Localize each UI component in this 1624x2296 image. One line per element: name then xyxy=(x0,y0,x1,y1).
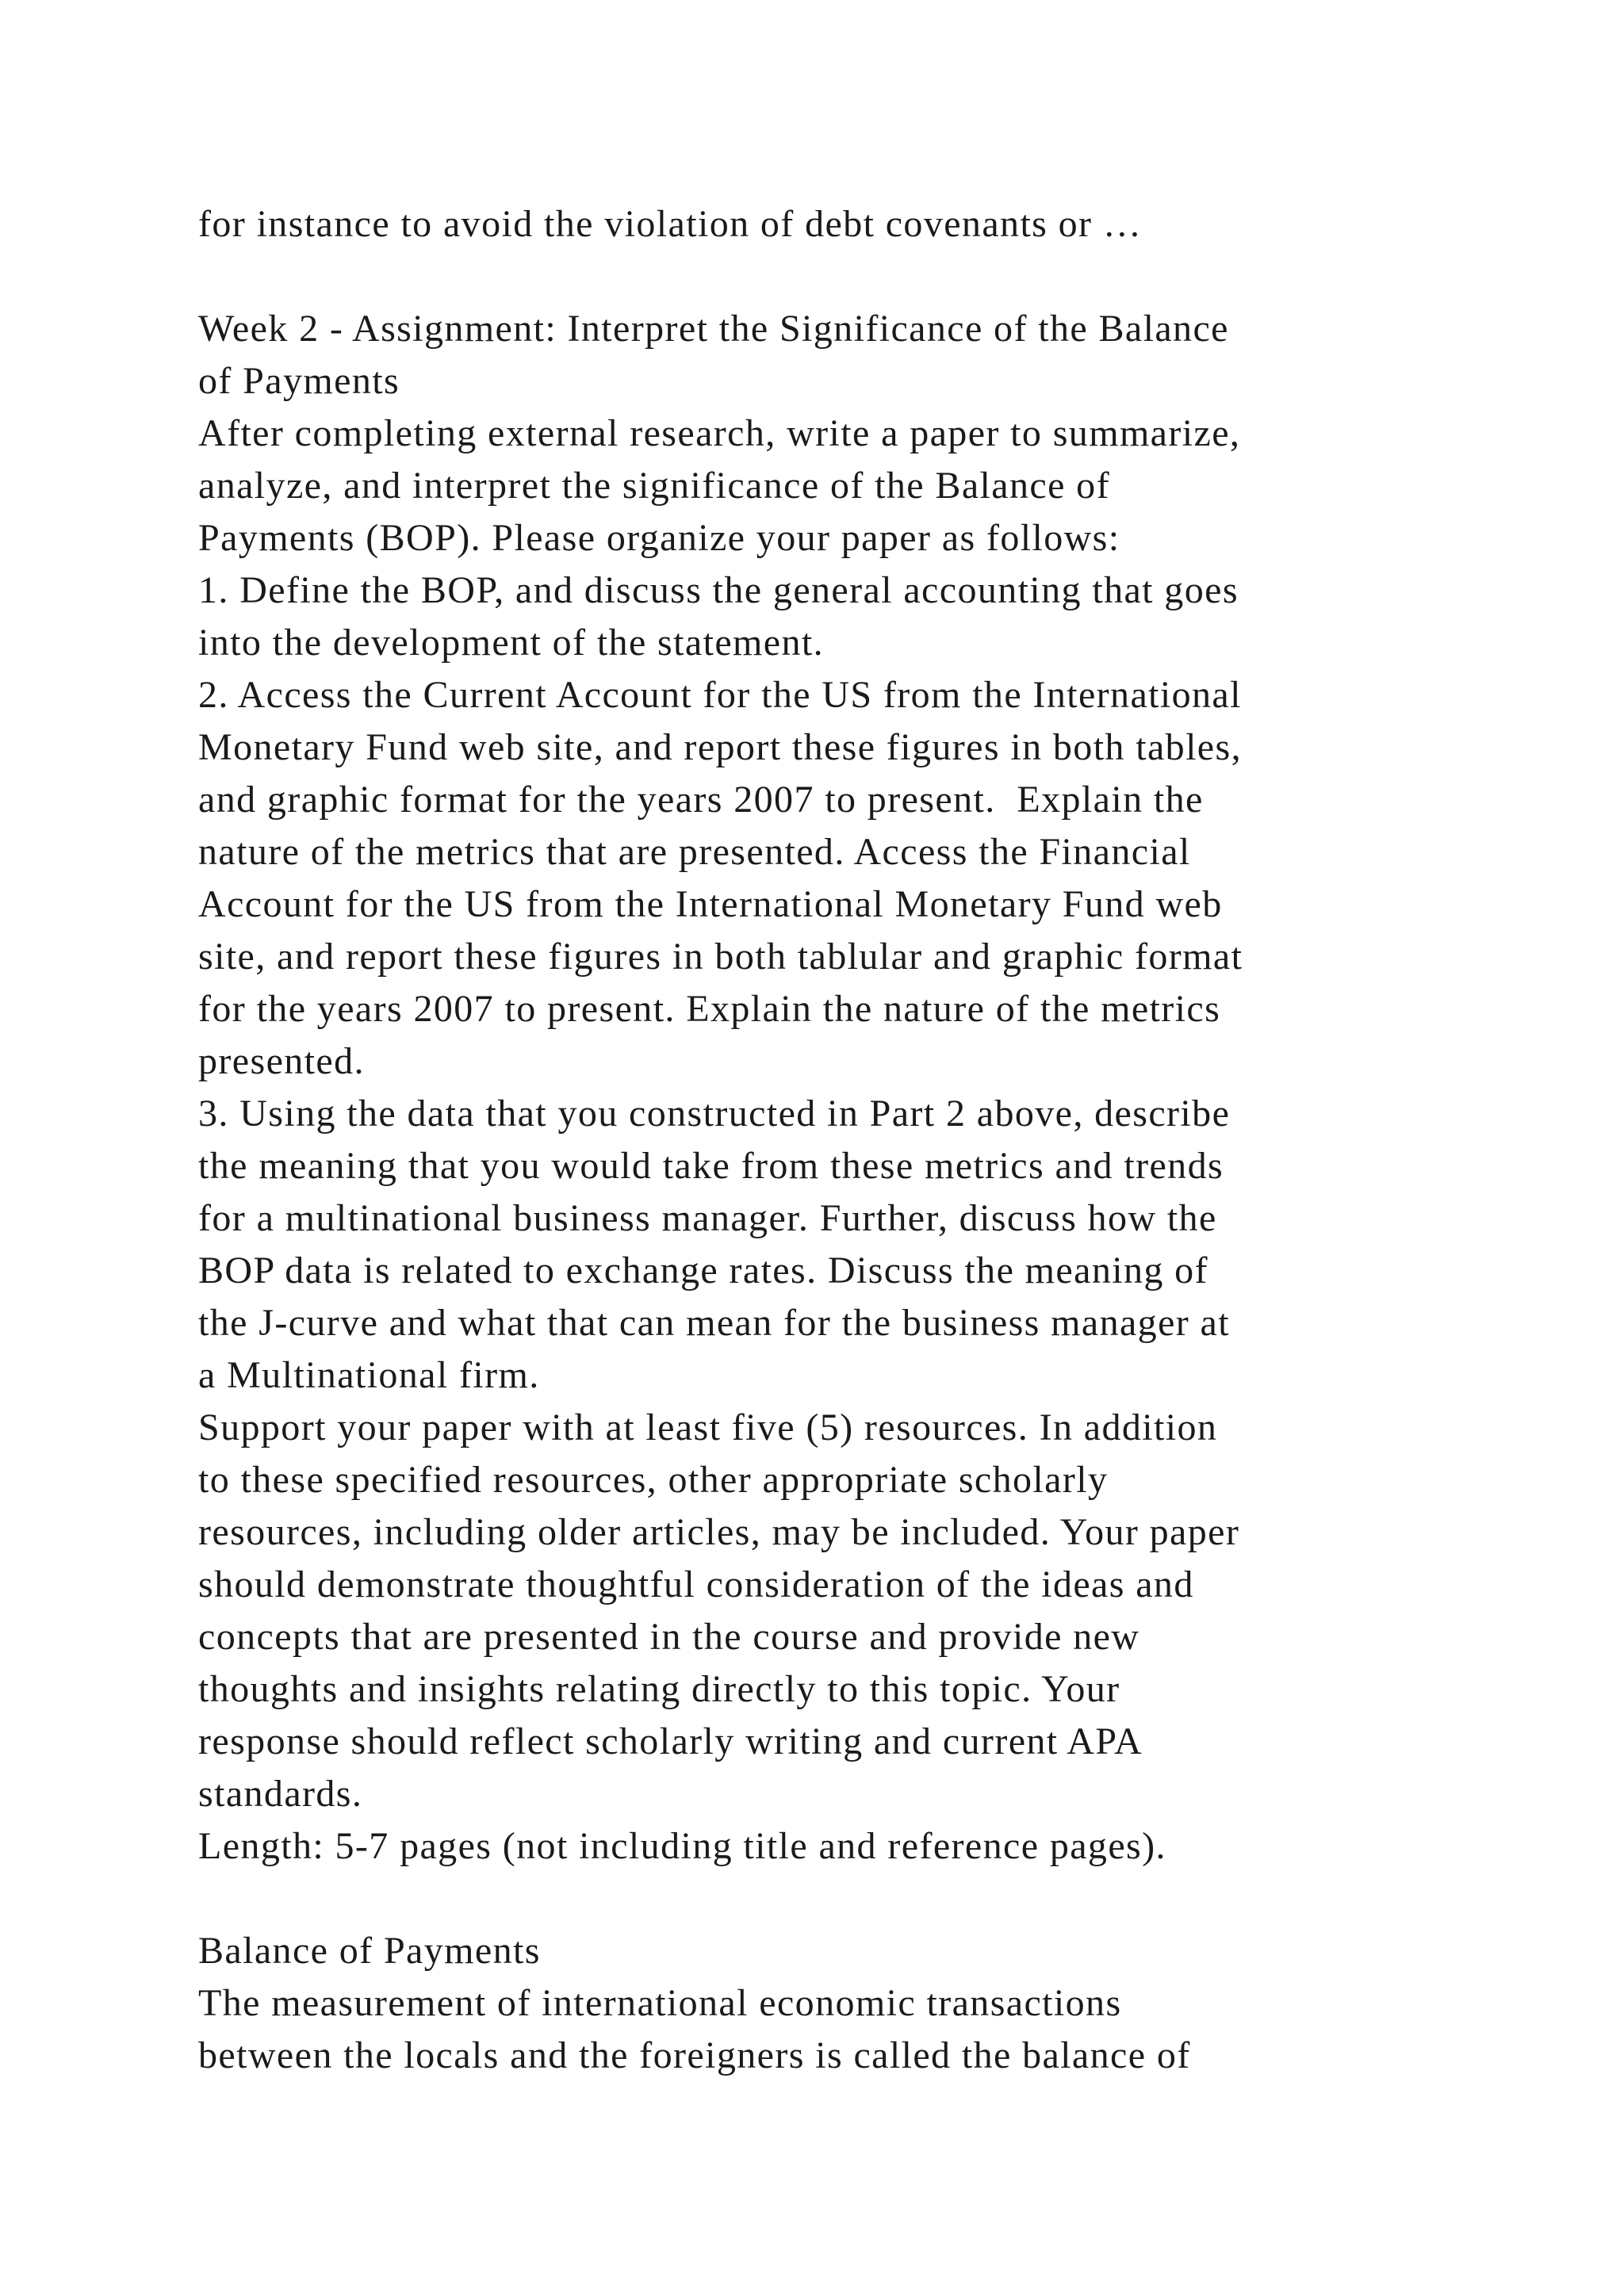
text-line: standards. xyxy=(198,1773,363,1815)
list-item-line: site, and report these figures in both tablular and graphic format xyxy=(198,936,1243,978)
list-item-line: for a multinational business manager. Further, discuss how the xyxy=(198,1197,1217,1239)
text-line: response should reflect scholarly writing and current APA xyxy=(198,1720,1143,1762)
text-line: should demonstrate thoughtful consideration of the ideas and xyxy=(198,1563,1194,1605)
list-item-line: Account for the US from the International Monetary Fund web xyxy=(198,883,1223,925)
list-item-line: into the development of the statement. xyxy=(198,622,824,664)
length-line: Length: 5-7 pages (not including title and reference pages). xyxy=(198,1825,1166,1867)
list-item-line: presented. xyxy=(198,1040,365,1082)
document-body xyxy=(198,198,1467,2082)
list-item-line: BOP data is related to exchange rates. Discuss the meaning of xyxy=(198,1249,1208,1292)
section-heading: Balance of Payments xyxy=(198,1930,541,1972)
list-item-line: and graphic format for the years 2007 to present. Explain the xyxy=(198,779,1204,821)
text-line: concepts that are presented in the course and provide new xyxy=(198,1616,1140,1658)
text-line: Support your paper with at least five (5) resources. In addition xyxy=(198,1406,1218,1448)
blank-line xyxy=(198,1873,1467,1925)
assignment-title-line: Week 2 - Assignment: Interpret the Significance of the Balance xyxy=(198,308,1229,350)
text-line: for instance to avoid the violation of debt covenants or … xyxy=(198,203,1143,245)
list-item-line: the meaning that you would take from these metrics and trends xyxy=(198,1145,1224,1187)
list-item-line: a Multinational firm. xyxy=(198,1354,540,1396)
list-item-line: for the years 2007 to present. Explain the nature of the metrics xyxy=(198,988,1221,1030)
text-line: thoughts and insights relating directly to this topic. Your xyxy=(198,1668,1120,1710)
assignment-title-line: of Payments xyxy=(198,360,400,402)
text-line: The measurement of international economic transactions xyxy=(198,1982,1122,2024)
list-item-line: 2. Access the Current Account for the US from the International xyxy=(198,674,1242,716)
text-line: Payments (BOP). Please organize your paper as follows: xyxy=(198,517,1120,559)
list-item-line: the J-curve and what that can mean for the business manager at xyxy=(198,1302,1231,1344)
list-item-line: Monetary Fund web site, and report these figures in both tables, xyxy=(198,726,1242,768)
text-line: analyze, and interpret the significance of the Balance of xyxy=(198,465,1110,507)
blank-line xyxy=(198,251,1467,303)
list-item-line: 1. Define the BOP, and discuss the general accounting that goes xyxy=(198,569,1239,611)
list-item-line: 3. Using the data that you constructed in Part 2 above, describe xyxy=(198,1093,1231,1135)
text-line: After completing external research, write a paper to summarize, xyxy=(198,412,1241,454)
list-item-line: nature of the metrics that are presented. Access the Financial xyxy=(198,831,1191,873)
text-line: to these specified resources, other appropriate scholarly xyxy=(198,1459,1109,1501)
text-line: between the locals and the foreigners is called the balance of xyxy=(198,2034,1191,2076)
text-line: resources, including older articles, may be included. Your paper xyxy=(198,1511,1240,1553)
